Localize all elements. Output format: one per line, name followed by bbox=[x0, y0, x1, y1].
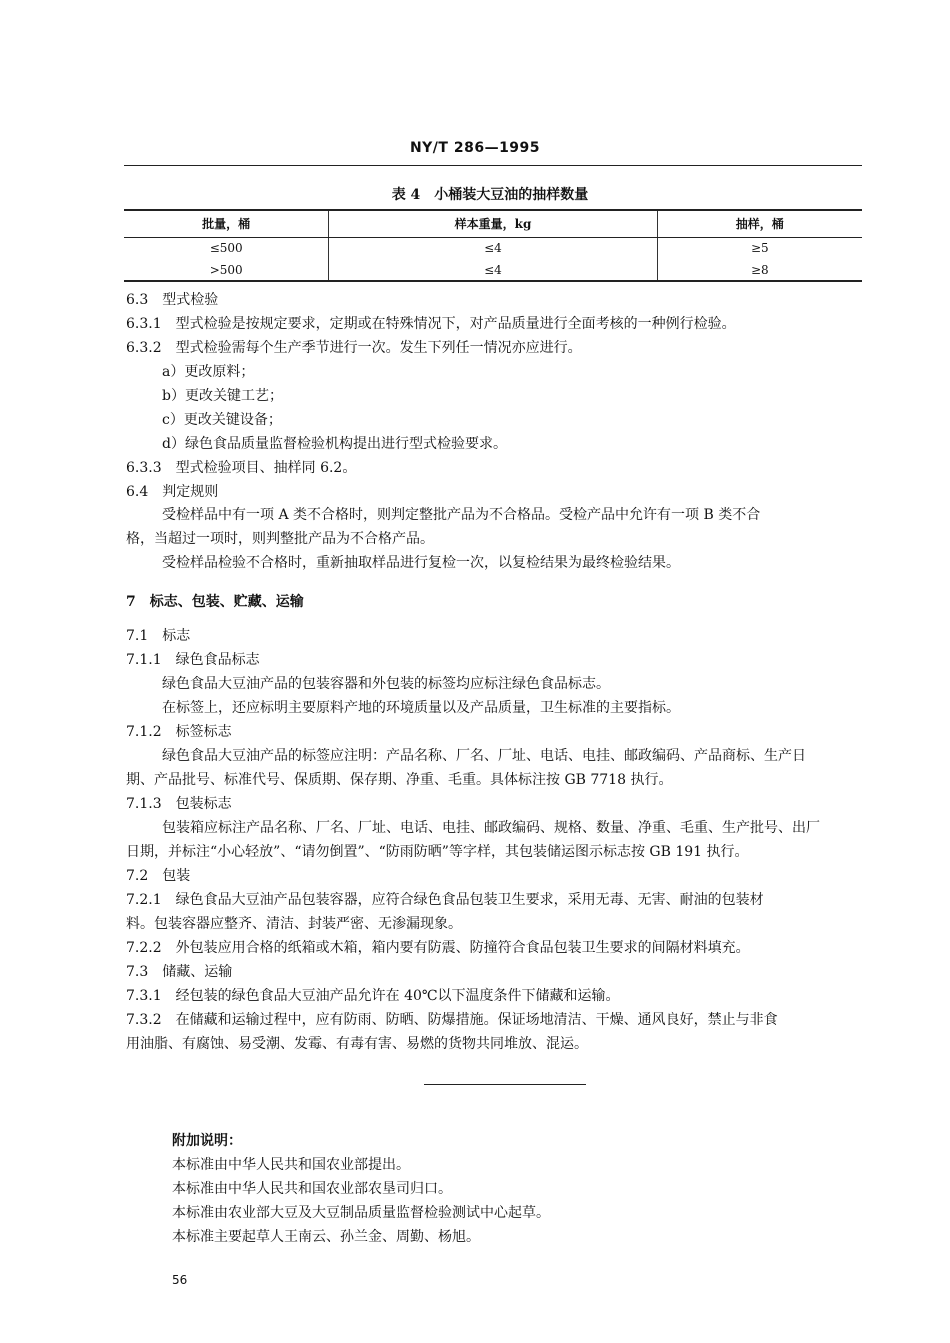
table-cell: ≥5 bbox=[657, 237, 862, 259]
note-heading: 附加说明： bbox=[172, 1133, 242, 1149]
table-cell: ≤4 bbox=[329, 237, 657, 259]
paragraph-line: 料。包装容器应整齐、清洁、封装严密、无渗漏现象。 bbox=[126, 916, 462, 932]
paragraph-line: 日期，并标注“小心轻放”、“请勿倒置”、“防雨防晒”等字样，其包装储运图示标志按 GB 191 执行。 bbox=[126, 844, 749, 860]
section-heading-7-2: 7.2 包装 bbox=[126, 868, 191, 884]
section-heading-7-1: 7.1 标志 bbox=[126, 628, 191, 644]
list-item-c: c）更改关键设备； bbox=[162, 412, 282, 428]
clause-7-3-2: 7.3.2 在储藏和运输过程中，应有防雨、防晒、防爆措施。保证场地清洁、干燥、通风良好，禁止与非食 bbox=[126, 1012, 778, 1028]
section-heading-6-3: 6.3 型式检验 bbox=[126, 292, 219, 308]
clause-6-3-3: 6.3.3 型式检验项目、抽样同 6.2。 bbox=[126, 460, 357, 476]
paragraph-line: 在标签上，还应标明主要原料产地的环境质量以及产品质量，卫生标准的主要指标。 bbox=[162, 700, 680, 716]
header-rule bbox=[124, 165, 862, 166]
list-item-a: a）更改原料； bbox=[162, 364, 255, 380]
column-header-sampling: 抽样，桶 bbox=[657, 210, 862, 237]
clause-6-3-1: 6.3.1 型式检验是按规定要求，定期或在特殊情况下，对产品质量进行全面考核的一种例行检验。 bbox=[126, 316, 736, 332]
table-cell: ≥8 bbox=[657, 259, 862, 281]
clause-7-1-1: 7.1.1 绿色食品标志 bbox=[126, 652, 260, 668]
list-item-b: b）更改关键工艺； bbox=[162, 388, 283, 404]
list-item-d: d）绿色食品质量监督检验机构提出进行型式检验要求。 bbox=[162, 436, 507, 452]
paragraph-line: 包装箱应标注产品名称、厂名、厂址、电话、电挂、邮政编码、规格、数量、净重、毛重、生产批号、出厂 bbox=[162, 820, 820, 836]
clause-6-3-2: 6.3.2 型式检验需每个生产季节进行一次。发生下列任一情况亦应进行。 bbox=[126, 340, 582, 356]
table-row bbox=[124, 259, 862, 281]
page-number: 56 bbox=[172, 1273, 188, 1287]
paragraph-line: 受检样品中有一项 A 类不合格时，则判定整批产品为不合格品。受检产品中允许有一项 B 类不合 bbox=[162, 507, 761, 523]
note-item: 本标准主要起草人王南云、孙兰金、周勤、杨旭。 bbox=[172, 1229, 480, 1245]
paragraph-line: 受检样品检验不合格时，重新抽取样品进行复检一次，以复检结果为最终检验结果。 bbox=[162, 555, 680, 571]
clause-7-3-1: 7.3.1 经包装的绿色食品大豆油产品允许在 40℃以下温度条件下储藏和运输。 bbox=[126, 988, 620, 1004]
chapter-heading-7: 7 标志、包装、贮藏、运输 bbox=[126, 594, 304, 610]
column-header-sample-weight: 样本重量，kg bbox=[329, 210, 657, 237]
column-header-batch: 批量，桶 bbox=[124, 210, 329, 237]
clause-7-2-2: 7.2.2 外包装应用合格的纸箱或木箱，箱内要有防震、防撞符合食品包装卫生要求的间隔材料填充。 bbox=[126, 940, 750, 956]
note-item: 本标准由农业部大豆及大豆制品质量监督检验测试中心起草。 bbox=[172, 1205, 550, 1221]
section-heading-7-3: 7.3 储藏、运输 bbox=[126, 964, 233, 980]
table-cell: >500 bbox=[124, 259, 329, 281]
standard-code: NY/T 286—1995 bbox=[409, 140, 541, 156]
paragraph-line: 用油脂、有腐蚀、易受潮、发霉、有毒有害、易燃的货物共同堆放、混运。 bbox=[126, 1036, 588, 1052]
section-heading-6-4: 6.4 判定规则 bbox=[126, 484, 219, 500]
paragraph-line: 期、产品批号、标准代号、保质期、保存期、净重、毛重。具体标注按 GB 7718 执行。 bbox=[126, 772, 673, 788]
note-item: 本标准由中华人民共和国农业部农垦司归口。 bbox=[172, 1181, 452, 1197]
clause-7-2-1: 7.2.1 绿色食品大豆油产品包装容器，应符合绿色食品包装卫生要求，采用无毒、无害、耐油的包装材 bbox=[126, 892, 764, 908]
sampling-table bbox=[124, 209, 862, 282]
paragraph-line: 绿色食品大豆油产品的包装容器和外包装的标签均应标注绿色食品标志。 bbox=[162, 676, 610, 692]
clause-7-1-3: 7.1.3 包装标志 bbox=[126, 796, 232, 812]
table-cell: ≤4 bbox=[329, 259, 657, 281]
note-item: 本标准由中华人民共和国农业部提出。 bbox=[172, 1157, 410, 1173]
paragraph-line: 绿色食品大豆油产品的标签应注明：产品名称、厂名、厂址、电话、电挂、邮政编码、产品商标、生产日 bbox=[162, 748, 806, 764]
end-rule bbox=[424, 1084, 586, 1085]
table-cell: ≤500 bbox=[209, 241, 243, 256]
table-header-row bbox=[124, 210, 862, 237]
clause-7-1-2: 7.1.2 标签标志 bbox=[126, 724, 232, 740]
paragraph-line: 格，当超过一项时，则判整批产品为不合格产品。 bbox=[126, 531, 434, 547]
table-row bbox=[124, 237, 862, 259]
table-caption: 表 4 小桶装大豆油的抽样数量 bbox=[391, 187, 589, 203]
